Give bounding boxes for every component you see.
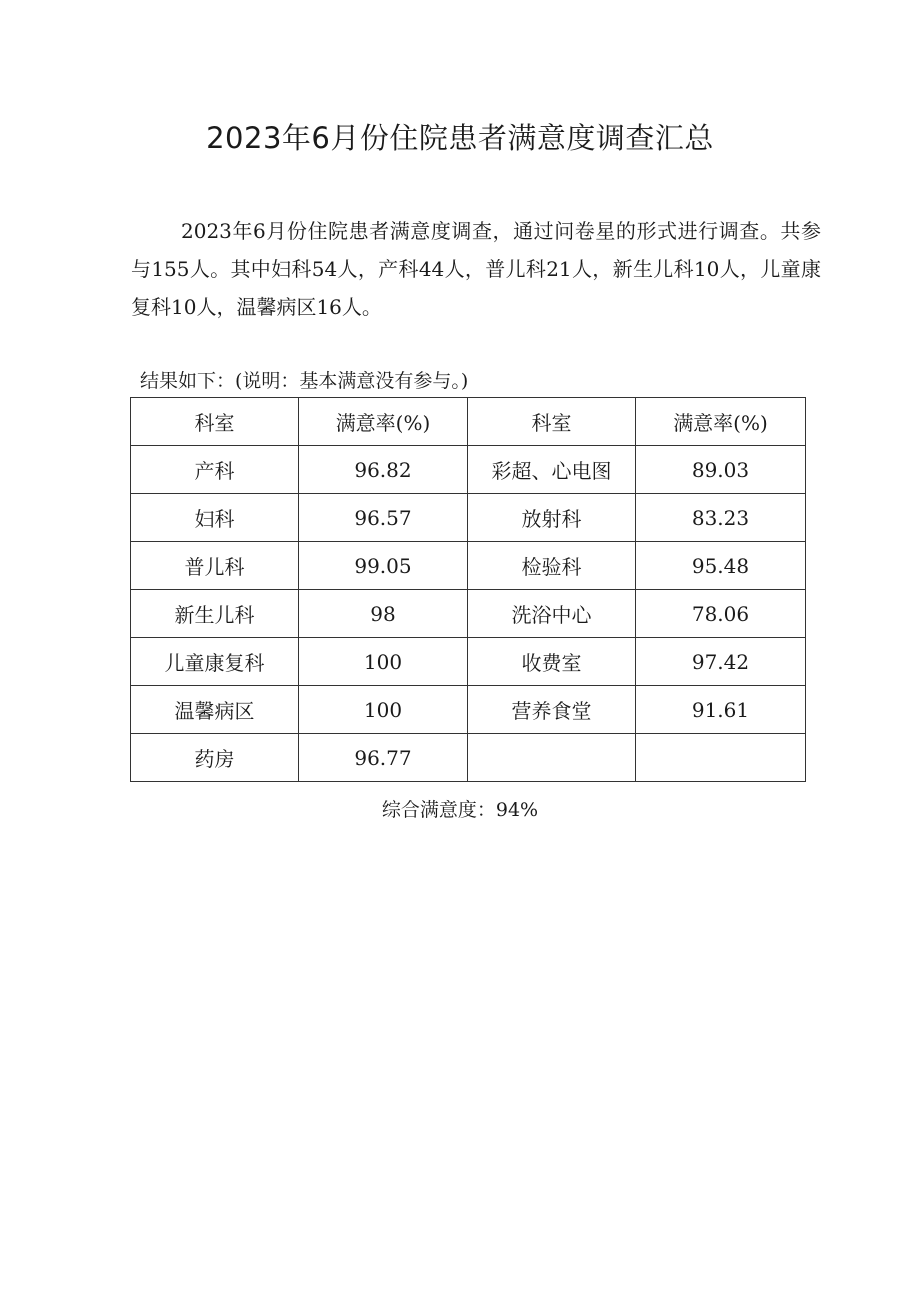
department-cell: 温馨病区 (131, 686, 299, 734)
department-cell: 妇科 (131, 494, 299, 542)
rate-cell: 95.48 (636, 542, 806, 590)
document-title: 2023年6月份住院患者满意度调查汇总 (206, 121, 714, 155)
rate-cell: 97.42 (636, 638, 806, 686)
rate-cell: 98 (299, 590, 468, 638)
rate-cell: 91.61 (636, 686, 806, 734)
header-rate-left: 满意率(%) (299, 398, 468, 446)
department-cell: 收费室 (468, 638, 636, 686)
department-cell: 彩超、心电图 (468, 446, 636, 494)
department-cell: 检验科 (468, 542, 636, 590)
table-row (131, 638, 806, 686)
table-row (131, 542, 806, 590)
department-cell: 放射科 (468, 494, 636, 542)
satisfaction-table (130, 397, 806, 782)
rate-cell: 78.06 (636, 590, 806, 638)
header-department-left: 科室 (131, 398, 299, 446)
header-department-right: 科室 (468, 398, 636, 446)
department-cell: 儿童康复科 (131, 638, 299, 686)
table-row (131, 446, 806, 494)
rate-cell: 100 (299, 638, 468, 686)
rate-cell: 96.57 (299, 494, 468, 542)
department-cell: 洗浴中心 (468, 590, 636, 638)
table-header-row (131, 398, 806, 446)
results-note: 结果如下：(说明：基本满意没有参与。) (140, 370, 469, 392)
department-cell: 药房 (131, 734, 299, 782)
intro-paragraph: 2023年6月份住院患者满意度调查，通过问卷星的形式进行调查。共参与155人。其中妇科54人，产科44人，普儿科21人，新生儿科10人，儿童康复科10人，温馨病区16人。 (131, 219, 821, 319)
header-rate-right: 满意率(%) (636, 398, 806, 446)
rate-cell: 99.05 (299, 542, 468, 590)
department-cell: 普儿科 (131, 542, 299, 590)
empty-cell (468, 734, 636, 782)
department-cell: 新生儿科 (131, 590, 299, 638)
empty-cell (636, 734, 806, 782)
department-cell: 产科 (131, 446, 299, 494)
table-row (131, 590, 806, 638)
table-row (131, 686, 806, 734)
rate-cell: 89.03 (636, 446, 806, 494)
rate-cell: 83.23 (636, 494, 806, 542)
table-row (131, 494, 806, 542)
rate-cell: 96.82 (299, 446, 468, 494)
table-row (131, 734, 806, 782)
rate-cell: 100 (299, 686, 468, 734)
rate-cell: 96.77 (299, 734, 468, 782)
department-cell: 营养食堂 (468, 686, 636, 734)
overall-satisfaction: 综合满意度：94% (381, 799, 539, 821)
